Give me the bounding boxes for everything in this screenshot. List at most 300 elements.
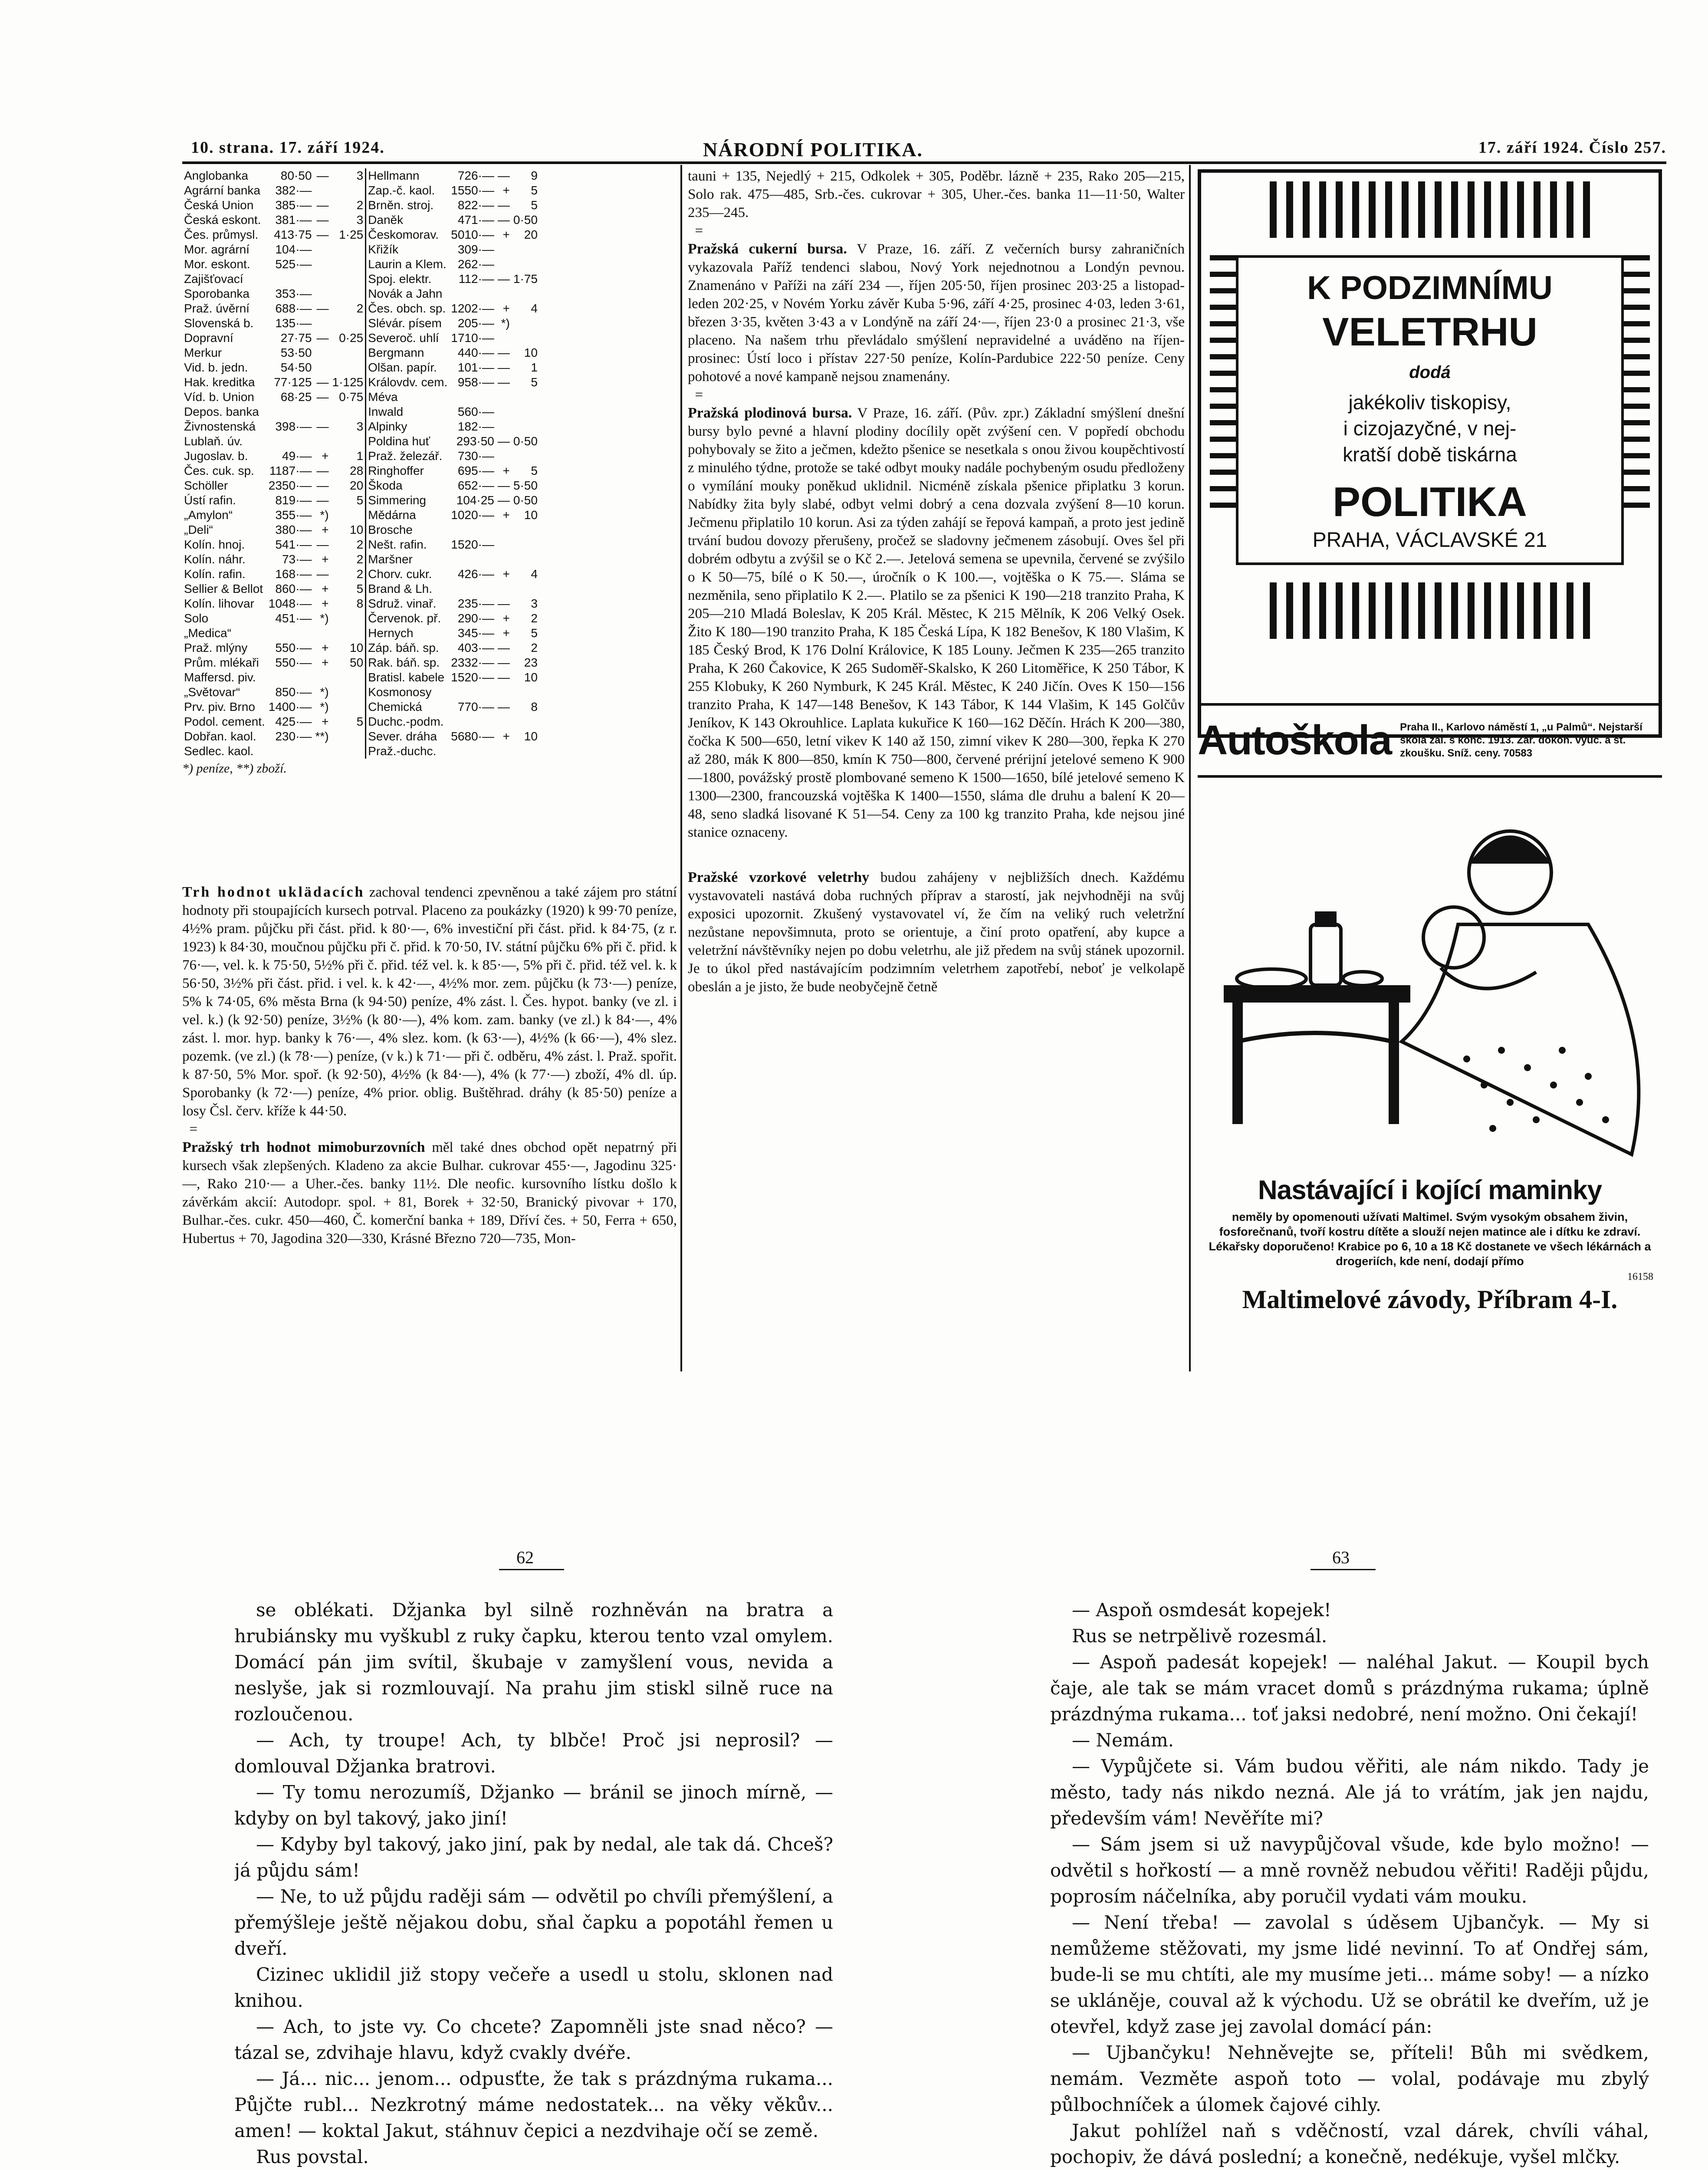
stock-row [182, 626, 539, 641]
stock-value: 471·— [457, 213, 494, 227]
stock-value: + [322, 582, 329, 595]
book-paragraph: — Já... nic... jenom... odpusťte, že tak s prázdnýma rukama... Půjčte rubl... Nezkrotný máme nedostatek... na věky věkův... amen! — koktal Jakut, stáhnuv čepici a nezdvihaje očí se země. [234, 2068, 833, 2141]
stock-row [182, 331, 539, 345]
stock-value: 726·— [457, 169, 494, 182]
stock-value: — [497, 434, 510, 448]
stock-value [331, 316, 366, 331]
stock-value: 5680·— [451, 730, 494, 743]
stock-value: 1 [331, 449, 366, 464]
stock-name: Mor. agrární [184, 243, 250, 256]
stock-name: Praž. železář. [368, 449, 443, 463]
stock-name: Agrární banka [184, 184, 260, 197]
stock-name: Kolín. hnoj. [184, 538, 245, 551]
stock-name: Merkur [184, 346, 222, 359]
page-number-63: 63 [1332, 1548, 1350, 1567]
stock-value: 2 [331, 552, 366, 567]
stock-value: 2 [531, 641, 538, 654]
stock-name: Jugoslav. b. [184, 449, 248, 463]
stock-name: Škoda [368, 479, 403, 492]
stock-name: Čes. průmysl. [184, 228, 259, 241]
stock-row [182, 390, 539, 404]
stock-value: 28 [331, 464, 366, 478]
stock-value [496, 714, 512, 729]
stock-name: „Světovar“ [184, 685, 240, 699]
page-number-62: 62 [516, 1548, 534, 1567]
stock-name: „Medica“ [184, 626, 231, 640]
stock-value: + [322, 641, 329, 654]
stock-value [331, 272, 366, 286]
stock-value: 5 [331, 714, 366, 729]
stock-name: „Deli“ [184, 523, 213, 536]
stock-value: 1202·— [451, 302, 494, 315]
article-heading: Pražský trh hodnot mimoburzovních [182, 1139, 425, 1155]
stock-row [182, 508, 539, 523]
stock-value [331, 360, 366, 375]
stock-value: 550·— [275, 641, 312, 654]
stock-value: 1 [531, 361, 538, 374]
stock-value: 380·— [275, 523, 312, 536]
stock-value: — [497, 479, 510, 492]
stock-value: + [503, 302, 510, 315]
stock-value [449, 390, 496, 404]
stock-value: 345·— [457, 626, 494, 640]
stock-value [331, 685, 366, 700]
stock-value: 309·— [457, 243, 494, 256]
stock-value [512, 582, 539, 596]
stock-name: Mor. eskont. [184, 257, 250, 271]
stock-value [331, 434, 366, 449]
stock-row [182, 714, 539, 729]
stock-name: Sedlec. kaol. [184, 744, 254, 758]
stock-value: 10 [524, 508, 538, 522]
stock-value: 822·— [457, 198, 494, 212]
stock-name: Maršner [368, 552, 413, 566]
stock-name: Česká eskont. [184, 213, 261, 227]
stock-value: *) [320, 612, 329, 625]
article-text: V Praze, 16. září. Z večerních bursy zahraničních vykazovala Paříž tendenci slabou, Nový York nejednotnou a Londýn pevnou. Znamenáno v Paříži na září 234 —, říjen 205·50, říjen prosinec 203·25 a listopad-leden 202·25, v Novém Yorku závěr Kuba 5·96, září 4·25, prosinec 4·03, leden 3·61, březen 3·35, květen 3·43 a v Londýně na září 24·—, říjen 23·0 a prosinec 21·3, vše placeno. Na našem trhu převládalo smýšlení nepravidelné a uváděno na říjen-prosinec: Ústí loco i přístav 227·50 peníze, Kolín-Pardubice 222·50 peníze. Ceny pohotové a nové kampaně nejsou znamenány. [688, 241, 1185, 385]
stock-row [182, 419, 539, 434]
stock-value: 403·— [457, 641, 494, 654]
stock-value [512, 537, 539, 552]
stock-value: 23 [524, 656, 538, 669]
stock-value: — [316, 228, 329, 241]
stock-value [496, 685, 512, 700]
stock-value: + [503, 626, 510, 640]
ad-text: kratší době tiskárna [1343, 443, 1517, 466]
stock-value: — [497, 346, 510, 359]
stock-name: Kosmonosy [368, 685, 432, 699]
stock-value: — [316, 479, 329, 492]
stock-row [182, 611, 539, 626]
stock-table [182, 168, 539, 759]
stock-name: Chorv. cukr. [368, 567, 432, 581]
stock-value [331, 183, 366, 198]
stock-row [182, 523, 539, 537]
stock-value: — [316, 420, 329, 433]
stock-row [182, 700, 539, 714]
book-paragraph: Cizinec uklidil již stopy večeře a usedl u stolu, sklonen nad knihou. [234, 1964, 833, 2011]
stock-value [313, 257, 330, 272]
stock-name: Dopravní [184, 331, 233, 345]
stock-value [496, 257, 512, 272]
stock-value: 10 [524, 346, 538, 359]
stock-value: 235·— [457, 597, 494, 610]
stock-name: Slovenská b. [184, 316, 254, 330]
stock-value: 382·— [275, 184, 312, 197]
stock-name: Česká Union [184, 198, 254, 212]
stock-value: 2 [331, 301, 366, 316]
stock-value: 0·50 [513, 493, 538, 507]
stock-value: 293·50 [456, 434, 494, 448]
stock-value [331, 257, 366, 272]
stock-row [182, 449, 539, 464]
stock-value: 2 [531, 612, 538, 625]
stock-row [182, 257, 539, 272]
stock-value [512, 331, 539, 345]
stock-value: — [497, 169, 510, 182]
stock-value [313, 670, 330, 685]
stock-value [512, 685, 539, 700]
stock-value [449, 552, 496, 567]
page-number-rule [1311, 1569, 1376, 1570]
decorative-bars-bottom [1210, 582, 1650, 639]
stock-name: Zajišťovací [184, 272, 243, 286]
stock-value [449, 714, 496, 729]
stock-value: 1·25 [331, 227, 366, 242]
stock-value: — [316, 375, 329, 389]
stock-row [182, 286, 539, 301]
ad-text: Praha II., Karlovo náměstí 1, „u Palmů“. Nejstarší škola zal. s konc. 1913. Zar. dokon. vyuč. a st. zkoušku. Sníž. ceny. 70583 [1400, 721, 1642, 759]
stock-row [182, 198, 539, 213]
book-paragraph: Jakut pohlížel naň s vděčností, vzal dárek, chvíli váhal, pochopiv, že dává poslední; a konečně, nedékuje, vyšel mlčky. [1050, 2120, 1649, 2167]
ad-text: neměly by opomenouti užívati Maltimel. Svým vysokým obsahem živin, fosforečnanů, tvoří kostru dítěte a slouží nejen matince ale i dítku ke zdraví. Lékařsky doporučeno! Krabice po 6, 10 a 18 Kč dostanete ve všech lékárnách a drogeriích, kde není, dodají přímo [1209, 1210, 1651, 1268]
book-paragraph: — Sám jsem si už navypůjčoval všude, kde bylo možno! — odvětil s hořkostí — a mně rovněž nebudou věřiti! Raději půjdu, poprosím náčelníka, aby poručil vydati vám mouku. [1050, 1834, 1649, 1907]
stock-value: + [322, 656, 329, 669]
stock-value [512, 390, 539, 404]
newspaper-header [191, 138, 1666, 159]
stock-name: Méva [368, 390, 398, 404]
stock-name: Nešt. rafin. [368, 538, 427, 551]
stock-value: 1710·— [451, 331, 494, 345]
stock-name: Sever. dráha [368, 730, 437, 743]
stock-name: Olšan. papír. [368, 361, 437, 374]
stock-name: Královdv. cem. [368, 375, 448, 389]
politika-ad [1198, 169, 1662, 738]
stock-value: — [316, 464, 329, 477]
book-paragraph: Rus povstal. [256, 2146, 369, 2167]
stock-value: + [503, 612, 510, 625]
stock-value: 850·— [275, 685, 312, 699]
stock-value: + [322, 552, 329, 566]
stock-value: 5 [331, 582, 366, 596]
stock-name: Českomorav. [368, 228, 439, 241]
stock-value: — [497, 198, 510, 212]
stock-value: 860·— [275, 582, 312, 595]
autoskola-ad [1198, 703, 1662, 778]
stock-value: **) [315, 730, 329, 743]
stock-value: + [503, 184, 510, 197]
stock-value: *) [320, 685, 329, 699]
stock-name: Poldina huť [368, 434, 430, 448]
stock-value [496, 390, 512, 404]
stock-name: Lublaň. úv. [184, 434, 243, 448]
stock-value: 104·— [275, 243, 312, 256]
stock-row [182, 375, 539, 390]
stock-name: Podol. cement. [184, 715, 265, 728]
article-text: tauni + 135, Nejedlý + 215, Odkolek + 305, Poděbr. lázně + 235, Rako 205—215, Solo rak. 475—485, Srb.-čes. cukrovar + 305, Uher.-čes. banka 11—11·50, Walter 235—245. [688, 168, 1185, 220]
stock-row [182, 345, 539, 360]
stock-value [512, 744, 539, 759]
stock-value: 413·75 [274, 228, 312, 241]
stock-value: 695·— [457, 464, 494, 477]
stock-value: 5 [531, 184, 538, 197]
maltimel-ad [1198, 781, 1662, 1363]
stock-value [449, 744, 496, 759]
stock-name: Hellmann [368, 169, 420, 182]
stock-row [182, 478, 539, 493]
stock-row [182, 360, 539, 375]
stock-value: 5 [531, 375, 538, 389]
decorative-lines-right [1624, 255, 1650, 565]
stock-value: — [316, 331, 329, 345]
stock-name: Alpinky [368, 420, 407, 433]
stock-value: + [503, 730, 510, 743]
stock-value: 0·50 [513, 213, 538, 227]
stock-name: Brosche [368, 523, 413, 536]
stock-name: Živnostenská [184, 420, 256, 433]
stock-value [512, 523, 539, 537]
stock-value: 5·50 [513, 479, 538, 492]
book-paragraph: — Ne, to už půjdu raději sám — odvětil po chvíli přemýšlení, a přemýšleje ještě nějakou dobu, sňal čapku a popotáhl řemen u dveří. [234, 1886, 833, 1959]
stock-value [496, 331, 512, 345]
stock-value [512, 257, 539, 272]
stock-name: Bergmann [368, 346, 424, 359]
stock-value: — [316, 169, 329, 182]
stock-value: 2 [331, 567, 366, 582]
stock-value [496, 242, 512, 257]
stock-value [331, 286, 366, 301]
stock-value: 0·25 [331, 331, 366, 345]
stock-value: 5 [531, 198, 538, 212]
stock-value: 112·— [458, 272, 494, 286]
stock-value [313, 316, 330, 331]
stock-value [331, 729, 366, 744]
stock-row [182, 493, 539, 508]
stock-value [512, 286, 539, 301]
stock-value: 2332·— [451, 656, 494, 669]
stock-value: 5 [531, 626, 538, 640]
stock-name: Novák a Jahn [368, 287, 443, 300]
stock-value: 262·— [457, 257, 494, 271]
stock-value [496, 537, 512, 552]
stock-name: Kolín. náhr. [184, 552, 246, 566]
stock-value: 5010·— [451, 228, 494, 241]
stock-row [182, 567, 539, 582]
stock-value: — [497, 272, 510, 286]
stock-value: 10 [331, 523, 366, 537]
stock-name: Chemická [368, 700, 422, 713]
stock-name: Sporobanka [184, 287, 250, 300]
stock-value: 10 [524, 671, 538, 684]
stock-name: Křižík [368, 243, 399, 256]
stock-value: 2 [331, 198, 366, 213]
stock-value: 550·— [275, 656, 312, 669]
stock-value: + [503, 464, 510, 477]
header-rule [182, 161, 1666, 164]
ad-code: 16158 [1627, 1271, 1653, 1282]
header-left: 10. strana. 17. září 1924. [191, 138, 385, 157]
stock-value: 73·— [282, 552, 312, 566]
stock-value [496, 419, 512, 434]
stock-name: Daněk [368, 213, 404, 227]
stock-value [313, 626, 330, 641]
stock-value: 1187·— [269, 464, 312, 477]
stock-name: Inwald [368, 405, 404, 418]
stock-row [182, 168, 539, 183]
stock-value [313, 360, 330, 375]
stock-value: + [503, 567, 510, 581]
stock-value: 20 [524, 228, 538, 241]
article-heading: Trh hodnot uklädacích [182, 884, 365, 900]
stock-value [313, 434, 330, 449]
stock-name: Sdruž. vinař. [368, 597, 437, 610]
stock-value [449, 523, 496, 537]
stock-value: 2 [331, 537, 366, 552]
stock-value [331, 744, 366, 759]
stock-value: + [503, 508, 510, 522]
stock-value: 80·50 [280, 169, 312, 182]
stock-value: 355·— [275, 508, 312, 522]
stock-value: 381·— [275, 213, 312, 227]
stock-value: 770·— [457, 700, 494, 713]
book-paragraph: — Kdyby byl takový, jako jiní, pak by nedal, ale tak dá. Chceš? já půjdu sám! [234, 1834, 833, 1881]
stock-row [182, 227, 539, 242]
ad-headline: K PODZIMNÍMU [1307, 270, 1553, 306]
stock-value [313, 272, 330, 286]
stock-name: Vid. b. jedn. [184, 361, 248, 374]
stock-row [182, 316, 539, 331]
book-paragraph: — Aspoň padesát kopejek! — naléhal Jakut. — Koupil bych čaje, ale tak se mám vracet domů s prázdnýma rukama; úplně prázdnýma rukama... toť jaksi nedobré, není možno. Oni čekají! [1050, 1651, 1649, 1725]
stock-name: Čes. obch. sp. [368, 302, 446, 315]
stock-value: 1·125 [331, 375, 366, 390]
article-text: zachoval tendenci zpevněnou a také zájem pro státní hodnoty při stoupajících kursech potrval. Placeno za poukázky (1920) k 99·70 peníze, 4½% pram. půjčku při část. přid. k 80·—, 6% investiční při část. přid. k 84·75, (z r. 1923) k 84·30, moučnou půjčku při č. přid. k 70·50, IV. státní půjčku 6% při č. přid. k 76·—, vel. k. k 75·50, 5½% při č. přid. též vel. k. k 85·—, 5% při č. přid. též vel. k. k 56·50, 3½% při část. přid. i vel. k. k 42·—, 4½% mor. zem. půjčku (k 73·—) peníze, 5% k 74·05, 6% města Brna (k 94·50) peníze, 4% zást. l. Čes. hypot. banky (ve zl. i vel. k.) (k 92·50) peníze, 3½% (k 80·—), 4% kom. zam. banky (ve zl.) k 84·—, 4% zást. l. mor. hyp. banky k 76·—, 4% slez. kom. (k 63·—), 4½% (k 66·—), 4% slez. pozemk. (ve zl.) (k 78·—) peníze, (v k.) k 71·— při č. odběru, 4% zást. l. Praž. spořit. k 87·50, 5% Mor. spoř. (k 92·50), 4½% (k 84·—), 4% (k 77·—) zboží, 4% dl. úp. Sporobanky (k 72·—) peníze, 4% prior. oblig. Buštěhrad. dráhy (k 85·50) peníze a losy Čsl. červ. kříže k 44·50. [182, 884, 677, 1119]
stock-value [267, 670, 314, 685]
stock-value: 8 [531, 700, 538, 713]
stock-row [182, 434, 539, 449]
stock-value [313, 345, 330, 360]
book-paragraph: Rus se netrpělivě rozesmál. [1072, 1625, 1327, 1647]
ad-text: dodá [1409, 363, 1451, 382]
stock-value: — [497, 493, 510, 507]
stock-value [331, 700, 366, 714]
stock-value: 5 [531, 464, 538, 477]
book-paragraph: — Ach, ty troupe! Ach, ty blbče! Proč jsi neprosil? — domlouval Džjanka bratrovi. [234, 1729, 833, 1777]
stock-name: „Amylon“ [184, 508, 233, 522]
stock-value [313, 183, 330, 198]
stock-value: 4 [531, 302, 538, 315]
stock-value [267, 626, 314, 641]
column-divider [680, 165, 682, 1371]
stock-value [267, 434, 314, 449]
stock-name: Duchc.-podm. [368, 715, 444, 728]
stock-row [182, 670, 539, 685]
ad-headline: VELETRHU [1322, 310, 1537, 354]
stock-value [313, 286, 330, 301]
middle-article: tauni + 135, Nejedlý + 215, Odkolek + 305, Poděbr. lázně + 235, Rako 205—215, Solo rak. 475—485, Srb.-čes. cukrovar + 305, Uher.-čes. banka 11—11·50, Walter 235—245. = Pražská cukerní bursa. V Praze, 16. září. Z večerních bursy zahraničních vykazovala Paříž tendenci slabou, Nový York nejednotnou a Londýn pevnou. Znamenáno v Paříži na září 234 —, říjen 205·50, říjen prosinec 203·25 a listopad-leden 202·25, v Novém Yorku závěr Kuba 5·96, září 4·25, prosinec 4·03, leden 3·61, březen 3·35, květen 3·43 a v Londýně na září 24·—, říjen 23·0 a prosinec 21·3, vše placeno. Na našem trhu převládalo smýšlení nepravidelné a uváděno na říjen-prosinec: Ústí loco i přístav 227·50 peníze, Kolín-Pardubice 222·50 peníze. Ceny pohotové a nové kampaně nejsou znamenány. = Pražská plodinová bursa. V Praze, 16. září. (Pův. zpr.) Základní smýšlení dnešní bursy bylo pevné a hlavní plodiny docílily opět zvýšení cen. V popředí obchodu pohybovaly se žito a ječmen, kdežto pšenice se nesetkala s onou živou koupěchtivostí z minulého týdne, protože se také odbyt mouky nadále pochybeným osudu předloženy o vymílání mouky poněkud uklidnil. Nicméně získala pšenice připlatku 3 korun. Nabídky žita byly slabé, odbyt velmi dobrý a cena dozvala zvýšení 8—10 korun. Ječmenu připlatilo 10 korun. Asi za týden zahájí se řepová kampaň, a proto jest jedině trvání budou dovozy přerušeny, pročež se sladovny ječmenem zásobují. Oves šel při dobrém odbytu a zvýšil se o Kč 2.—. Jetelová semena se upevnila, červené se zvýšilo o K 50—75, bílé o K 50.—, úročník o K 100.—, vojtěška o K 75.—. Sláma se nezměnila, seno připlatilo K 2.—. Platilo se za pšenici K 190—218 tranzito Praha, K 205—210 Mladá Boleslav, K 205 Král. Městec, K 215 Mělník, K 206 Velký Osek. Žito K 180—190 tranzito Praha, K 185 Česká Lípa, K 182 Benešov, K 180 Vlašim, K 185 Český Brod, K 176 Dolní Královice, K 185 Louny. Ječmen K 235—265 tranzito Praha, K 260 Čakovice, K 265 Sudoměř-Skalsko, K 260 Litoměřice, K 250 Tábor, K 255 Klobuky, K 260 Nymburk, K 245 Král. Městec, K 240 Jičín. Oves K 150—156 tranzito Praha, K 147—148 Benešov, K 143 Tábor, K 144 Vlašim, K 145 Golčův Jeníkov, K 143 Okrouhlice. Laplata kukuřice K 160—162 Děčín. Hrách K 200—380, čočka K 500—650, letní vikev K 140 až 150, zimní vikev K 280—300, řepka K 270 až 280, mák K 800—850, kmín K 750—800, červené prérijní jetelové semeno K 900—1800, povážský prostě plombované semeno K 1500—1650, bílé jetelové semeno K 1300—2300, francouzská vojtěška K 1400—1550, sláma dle druhu a balení K 20—48, seno sladká lisované K 51—54. Ceny za 100 kg tranzito Praha, kde nejsou jiné stanice oznaceny. Pražské vzorkové veletrhy budou zahájeny v nejbližších dnech. Každému vystavovateli nastává doba ruchných příprav a starostí, jak nejvhodněji na svůj exposici upozornit. Zkušený vystavovatel ví, že čím na veliký ruch veletržní nezůstane nepovšimnuta, proto se orientuje, a činí proto opatření, aby kupce a veletržní návštěvníky nejen po dobu veletrhu, ale již předem na svůj stánek upozornil. Je to úkol před nastávajícím podzimním veletrhem zapotřebí, neboť je velkolapě obeslán a je jisto, že bude neobyčejně četně [688, 167, 1185, 1371]
stock-value: 541·— [275, 538, 312, 551]
stock-name: Záp. báň. sp. [368, 641, 439, 654]
stock-row [182, 596, 539, 611]
stock-name: Praž.-duchc. [368, 744, 437, 758]
header-right: 17. září 1924. Číslo 257. [1478, 138, 1666, 157]
stock-value: 20 [331, 478, 366, 493]
stock-value [496, 582, 512, 596]
book-paragraph: — Aspoň osmdesát kopejek! [1072, 1599, 1331, 1621]
stock-value [331, 611, 366, 626]
stock-value: 688·— [275, 302, 312, 315]
stock-value: 3 [331, 168, 366, 183]
stock-value: 50 [331, 655, 366, 670]
stock-table-area [182, 168, 677, 867]
stock-row [182, 183, 539, 198]
stock-name: Maffersd. piv. [184, 671, 256, 684]
stock-value: 353·— [275, 287, 312, 300]
stock-value: — [316, 198, 329, 212]
article-heading: Pražská plodinová bursa. [688, 405, 852, 421]
stock-value [512, 242, 539, 257]
stock-value [267, 404, 314, 419]
stock-value: 49·— [282, 449, 312, 463]
stock-value: 385·— [275, 198, 312, 212]
decorative-lines-left [1210, 255, 1236, 565]
stock-value [313, 242, 330, 257]
stock-value: — [316, 493, 329, 507]
stock-value: — [497, 361, 510, 374]
stock-value: — [497, 213, 510, 227]
stock-value: 426·— [457, 567, 494, 581]
stock-value: — [316, 538, 329, 551]
stock-name: Brněn. stroj. [368, 198, 434, 212]
stock-name: Solo [184, 612, 209, 625]
column-divider [1189, 165, 1191, 1371]
stock-name: Slévár. písem [368, 316, 442, 330]
stock-value: — [497, 700, 510, 713]
mother-child-illustration [1198, 781, 1662, 1172]
stock-value [496, 449, 512, 464]
stock-value: 9 [531, 169, 538, 182]
stock-value: — [497, 375, 510, 389]
stock-value: — [497, 641, 510, 654]
stock-value [512, 449, 539, 464]
book-paragraph: — Ty tomu nerozumíš, Džjanko — bránil se jinoch mírně, — kdyby on byl takový, jako jiní! [234, 1782, 833, 1829]
stock-name: Dobřan. kaol. [184, 730, 256, 743]
stock-value: 1020·— [451, 508, 494, 522]
stock-name: Ringhoffer [368, 464, 424, 477]
stock-row [182, 685, 539, 700]
stock-name: Brand & Lh. [368, 582, 433, 595]
decorative-bars-top [1210, 181, 1650, 238]
stock-name: Rak. báň. sp. [368, 656, 440, 669]
left-article: Trh hodnot uklädacích zachoval tendenci zpevněnou a také zájem pro státní hodnoty při stoupajících kursech potrval. Placeno za poukázky (1920) k 99·70 peníze, 4½% pram. půjčku při část. přid. k 80·—, 6% investiční při část. přid. k 84·75, (z r. 1923) k 84·30, moučnou půjčku při č. přid. k 70·50, IV. státní půjčku 6% při č. přid. k 76·—, vel. k. k 75·50, 5½% při č. přid. též vel. k. k 85·—, 5% při č. přid. též vel. k. k 56·50, 3½% při část. přid. i vel. k. k 42·—, 4½% mor. zem. půjčku (k 73·—) peníze, 5% k 74·05, 6% města Brna (k 94·50) peníze, 4% zást. l. Čes. hypot. banky (ve zl. i vel. k.) (k 92·50) peníze, 3½% (k 80·—), 4% kom. zam. banky (ve zl.) k 84·—, 4% zást. l. mor. hyp. banky k 76·—, 4% slez. kom. (k 63·—), 4½% (k 66·—), 4% slez. pozemk. (ve zl.) (k 78·—) peníze, (v k.) k 71·— při č. odběru, 4% zást. l. Praž. spořit. k 87·50, 5% Mor. spoř. (k 92·50), 4½% (k 84·—), 4% (k 77·—) zboží, 4% dl. úp. Sporobanky (k 72·—) peníze, 4% prior. oblig. Buštěhrad. dráhy (k 85·50) peníze a losy Čsl. červ. kříže k 44·50. = Pražský trh hodnot mimoburzovních měl také dnes obchod opět nepatrný při kursech však zlepšených. Kladeno za akcie Bulhar. cukrovar 455·—, Jagodinu 325·—, Rako 210·— a Uher.-čes. banky 11½. Dle neofic. kursovního lístku došlo k závěrkám akcií: Autodopr. spol. + 81, Borek + 32·50, Branický pivovar + 170, Bulhar.-čes. cukr. 450—460, Č. komerční banka + 189, Dříví čes. + 50, Ferra + 650, Hubertus + 70, Jagodina 320—330, Krásné Březno 720—735, Mon- [182, 884, 677, 1246]
stock-value: 5 [331, 493, 366, 508]
stock-name: Laurin a Klem. [368, 257, 447, 271]
stock-name: Spoj. elektr. [368, 272, 432, 286]
stock-value: + [322, 449, 329, 463]
article-text: budou zahájeny v nejbližších dnech. Každému vystavovateli nastává doba ruchných příprav a starostí, jak nejvhodněji na svůj exposici upozornit. Zkušený vystavovatel ví, že čím na veliký ruch veletržní nezůstane nepovšimnuta, proto se orientuje, a činí proto opatření, aby kupce a veletržní návštěvníky nejen po dobu veletrhu, ale již předem na svůj stánek upozornil. Je to úkol před nastávajícím podzimním veletrhem zapotřebí, neboť je velkolapě obeslán a je jisto, že bude neobyčejně četně [688, 870, 1185, 995]
stock-value [331, 242, 366, 257]
stock-value: 3 [331, 419, 366, 434]
stock-value: 101·— [457, 361, 494, 374]
